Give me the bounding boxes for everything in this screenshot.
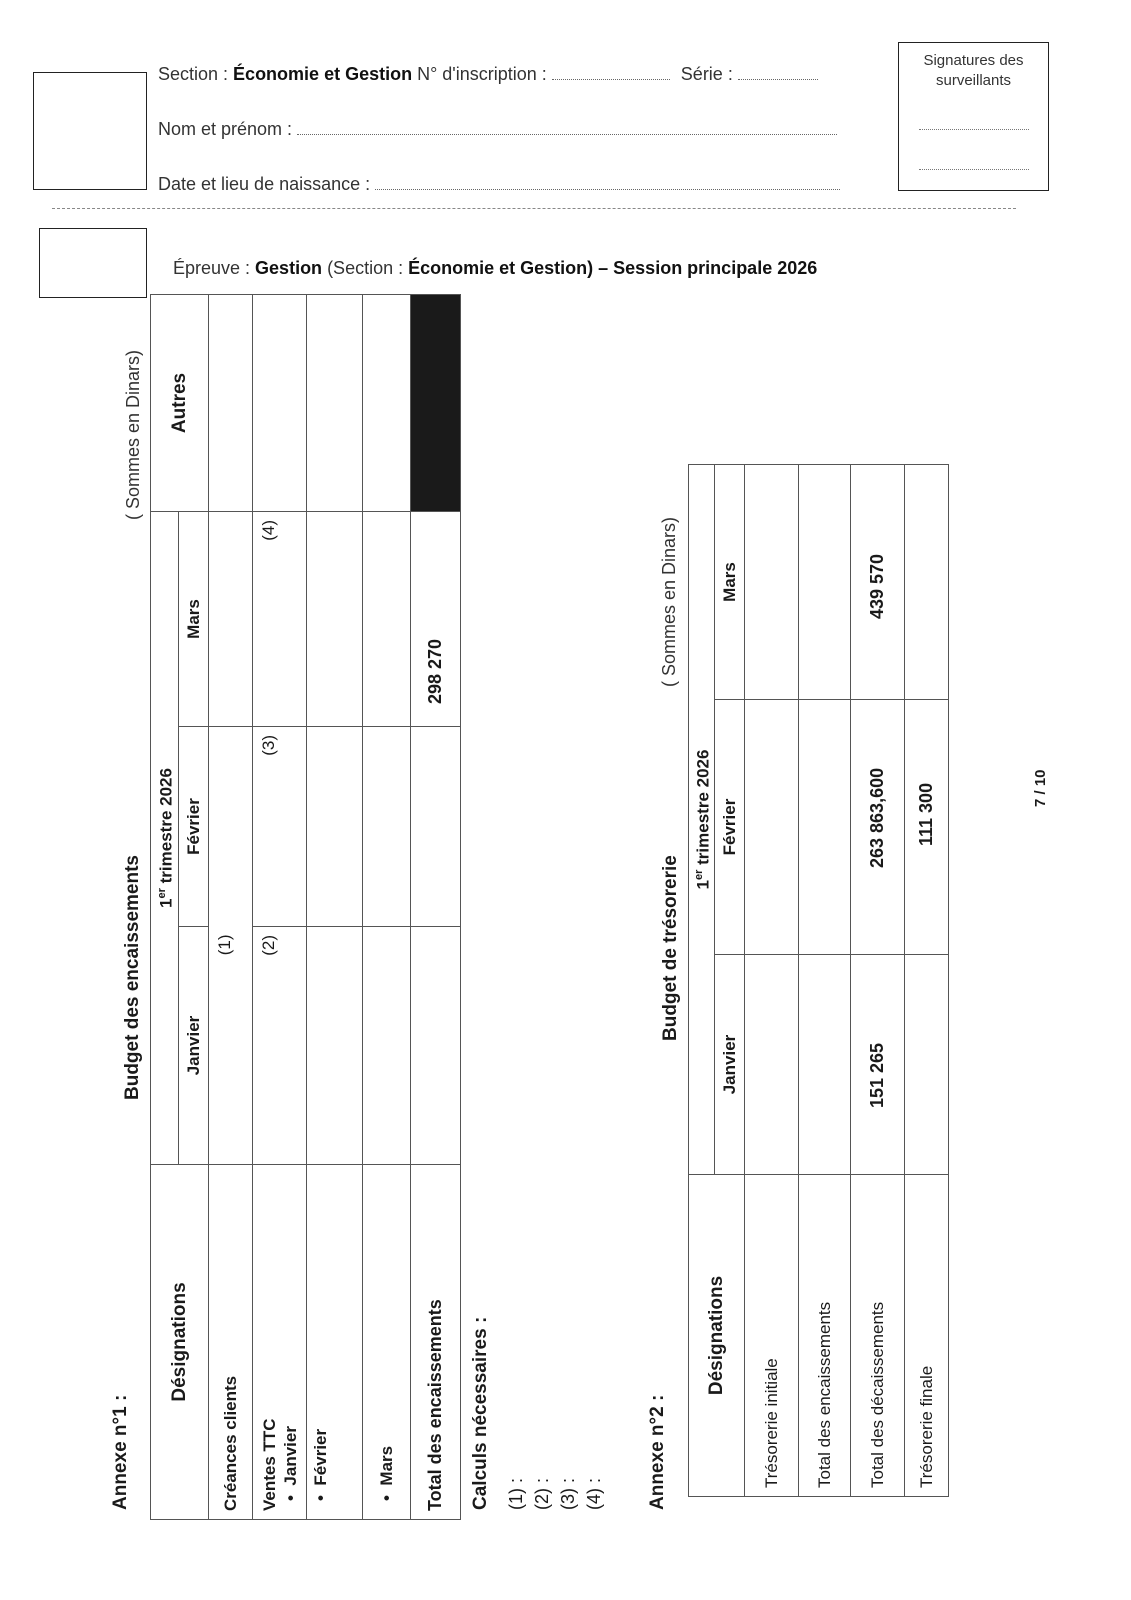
- ref-2[interactable]: (2): [253, 927, 307, 1165]
- cell-enc-mars[interactable]: [799, 464, 851, 699]
- signatures-box: [898, 42, 1049, 191]
- nom-line: Nom et prénom :: [158, 119, 837, 140]
- cell-ventes-mars-fevrier[interactable]: [363, 727, 411, 927]
- ref-3[interactable]: (3): [253, 727, 307, 927]
- annexe2-title: Budget de trésorerie: [660, 855, 681, 1041]
- signature-line-2[interactable]: [919, 167, 1029, 170]
- naissance-line: Date et lieu de naissance :: [158, 174, 840, 195]
- calculs-label: Calculs nécessaires :: [470, 1316, 491, 1510]
- cell-total-fevrier[interactable]: [411, 727, 461, 927]
- cell-finale-fevrier: 111 300: [905, 700, 949, 955]
- col2-fevrier: Février: [715, 700, 745, 955]
- annexe2-unit: ( Sommes en Dinars): [659, 516, 679, 687]
- col-mars: Mars: [179, 511, 209, 726]
- cell-ventes-janvier-autres[interactable]: [253, 294, 307, 511]
- cell-creances-autres[interactable]: [209, 294, 253, 511]
- cell-ventes-mars-autres[interactable]: [363, 294, 411, 511]
- row-tresorerie-finale: Trésorerie finale: [905, 1175, 949, 1497]
- annexe1-table: [150, 294, 461, 1520]
- bullet-icon: •: [280, 1485, 300, 1501]
- cell-dec-mars: 439 570: [851, 464, 905, 699]
- annexe1-unit: ( Sommes en Dinars): [123, 349, 143, 520]
- cell-finale-janvier[interactable]: [905, 955, 949, 1175]
- serie-field[interactable]: [738, 75, 818, 80]
- annexe1-title: Budget des encaissements: [122, 855, 143, 1100]
- bullet-icon: •: [376, 1485, 396, 1501]
- col-autres: Autres: [151, 294, 209, 511]
- col2-janvier: Janvier: [715, 955, 745, 1175]
- row-tresorerie-initiale: Trésorerie initiale: [745, 1175, 799, 1497]
- naissance-field[interactable]: [375, 185, 840, 190]
- cell-dec-fevrier: 263 863,600: [851, 700, 905, 955]
- row-ventes-mars: • Mars: [363, 1165, 411, 1520]
- cell-initiale-janvier[interactable]: [745, 955, 799, 1175]
- row-ventes-janvier: Ventes TTC • Janvier: [253, 1165, 307, 1520]
- separator-line: [52, 208, 1016, 209]
- cell-ventes-fevrier-fevrier[interactable]: [307, 727, 363, 927]
- cell-total-autres-blacked: [411, 294, 461, 511]
- col-janvier: Janvier: [179, 927, 209, 1165]
- signatures-title: Signatures des surveillants: [923, 52, 1024, 89]
- row-total-encaissements: Total des encaissements: [411, 1165, 461, 1520]
- annexe2-table: [688, 464, 949, 1497]
- section-line: Section : Économie et Gestion N° d'inscription : Série :: [158, 64, 818, 85]
- cell-total-janvier[interactable]: [411, 927, 461, 1165]
- cell-creances-fevrier[interactable]: [209, 727, 253, 927]
- nom-field[interactable]: [297, 130, 837, 135]
- annexe2-label: Annexe n°2 :: [647, 1394, 668, 1510]
- row-total-encaissements-2: Total des encaissements: [799, 1175, 851, 1497]
- cell-ventes-fevrier-janvier[interactable]: [307, 927, 363, 1165]
- calcul-1[interactable]: (1) :: [506, 1477, 526, 1510]
- cell-initiale-mars[interactable]: [745, 464, 799, 699]
- col2-mars: Mars: [715, 464, 745, 699]
- row-total-decaissements: Total des décaissements: [851, 1175, 905, 1497]
- cell-ventes-mars-mars[interactable]: [363, 511, 411, 726]
- row-creances: Créances clients: [209, 1165, 253, 1520]
- calcul-4[interactable]: (4) :: [584, 1477, 604, 1510]
- period2-header: 1er trimestre 2026: [689, 464, 715, 1174]
- period-header: 1er trimestre 2026: [151, 511, 179, 1164]
- col2-designations: Désignations: [689, 1175, 745, 1497]
- cell-dec-janvier: 151 265: [851, 955, 905, 1175]
- photo-box: [33, 72, 147, 190]
- page-number: 7 / 10: [1032, 769, 1049, 807]
- cell-ventes-fevrier-autres[interactable]: [307, 294, 363, 511]
- cell-enc-janvier[interactable]: [799, 955, 851, 1175]
- cell-finale-mars[interactable]: [905, 464, 949, 699]
- cell-ventes-fevrier-mars[interactable]: [307, 511, 363, 726]
- inscription-field[interactable]: [552, 75, 670, 80]
- annex-sheet: [110, 215, 1060, 1525]
- ref-1[interactable]: (1): [209, 927, 253, 1165]
- calcul-2[interactable]: (2) :: [532, 1477, 552, 1510]
- cell-enc-fevrier[interactable]: [799, 700, 851, 955]
- calcul-3[interactable]: (3) :: [558, 1477, 578, 1510]
- epreuve-line: Épreuve : Gestion (Section : Économie et Gestion) – Session principale 2026: [173, 258, 818, 278]
- bullet-icon: •: [311, 1485, 330, 1501]
- col-designations: Désignations: [151, 1165, 209, 1520]
- ref-4[interactable]: (4): [253, 511, 307, 726]
- cell-ventes-mars-janvier[interactable]: [363, 927, 411, 1165]
- cell-initiale-fevrier[interactable]: [745, 700, 799, 955]
- col-fevrier: Février: [179, 727, 209, 927]
- cell-creances-mars[interactable]: [209, 511, 253, 726]
- row-ventes-fevrier: • Février: [307, 1165, 363, 1520]
- cell-total-mars: 298 270: [411, 511, 461, 726]
- annexe1-label: Annexe n°1 :: [110, 1394, 131, 1510]
- signature-line-1[interactable]: [919, 127, 1029, 130]
